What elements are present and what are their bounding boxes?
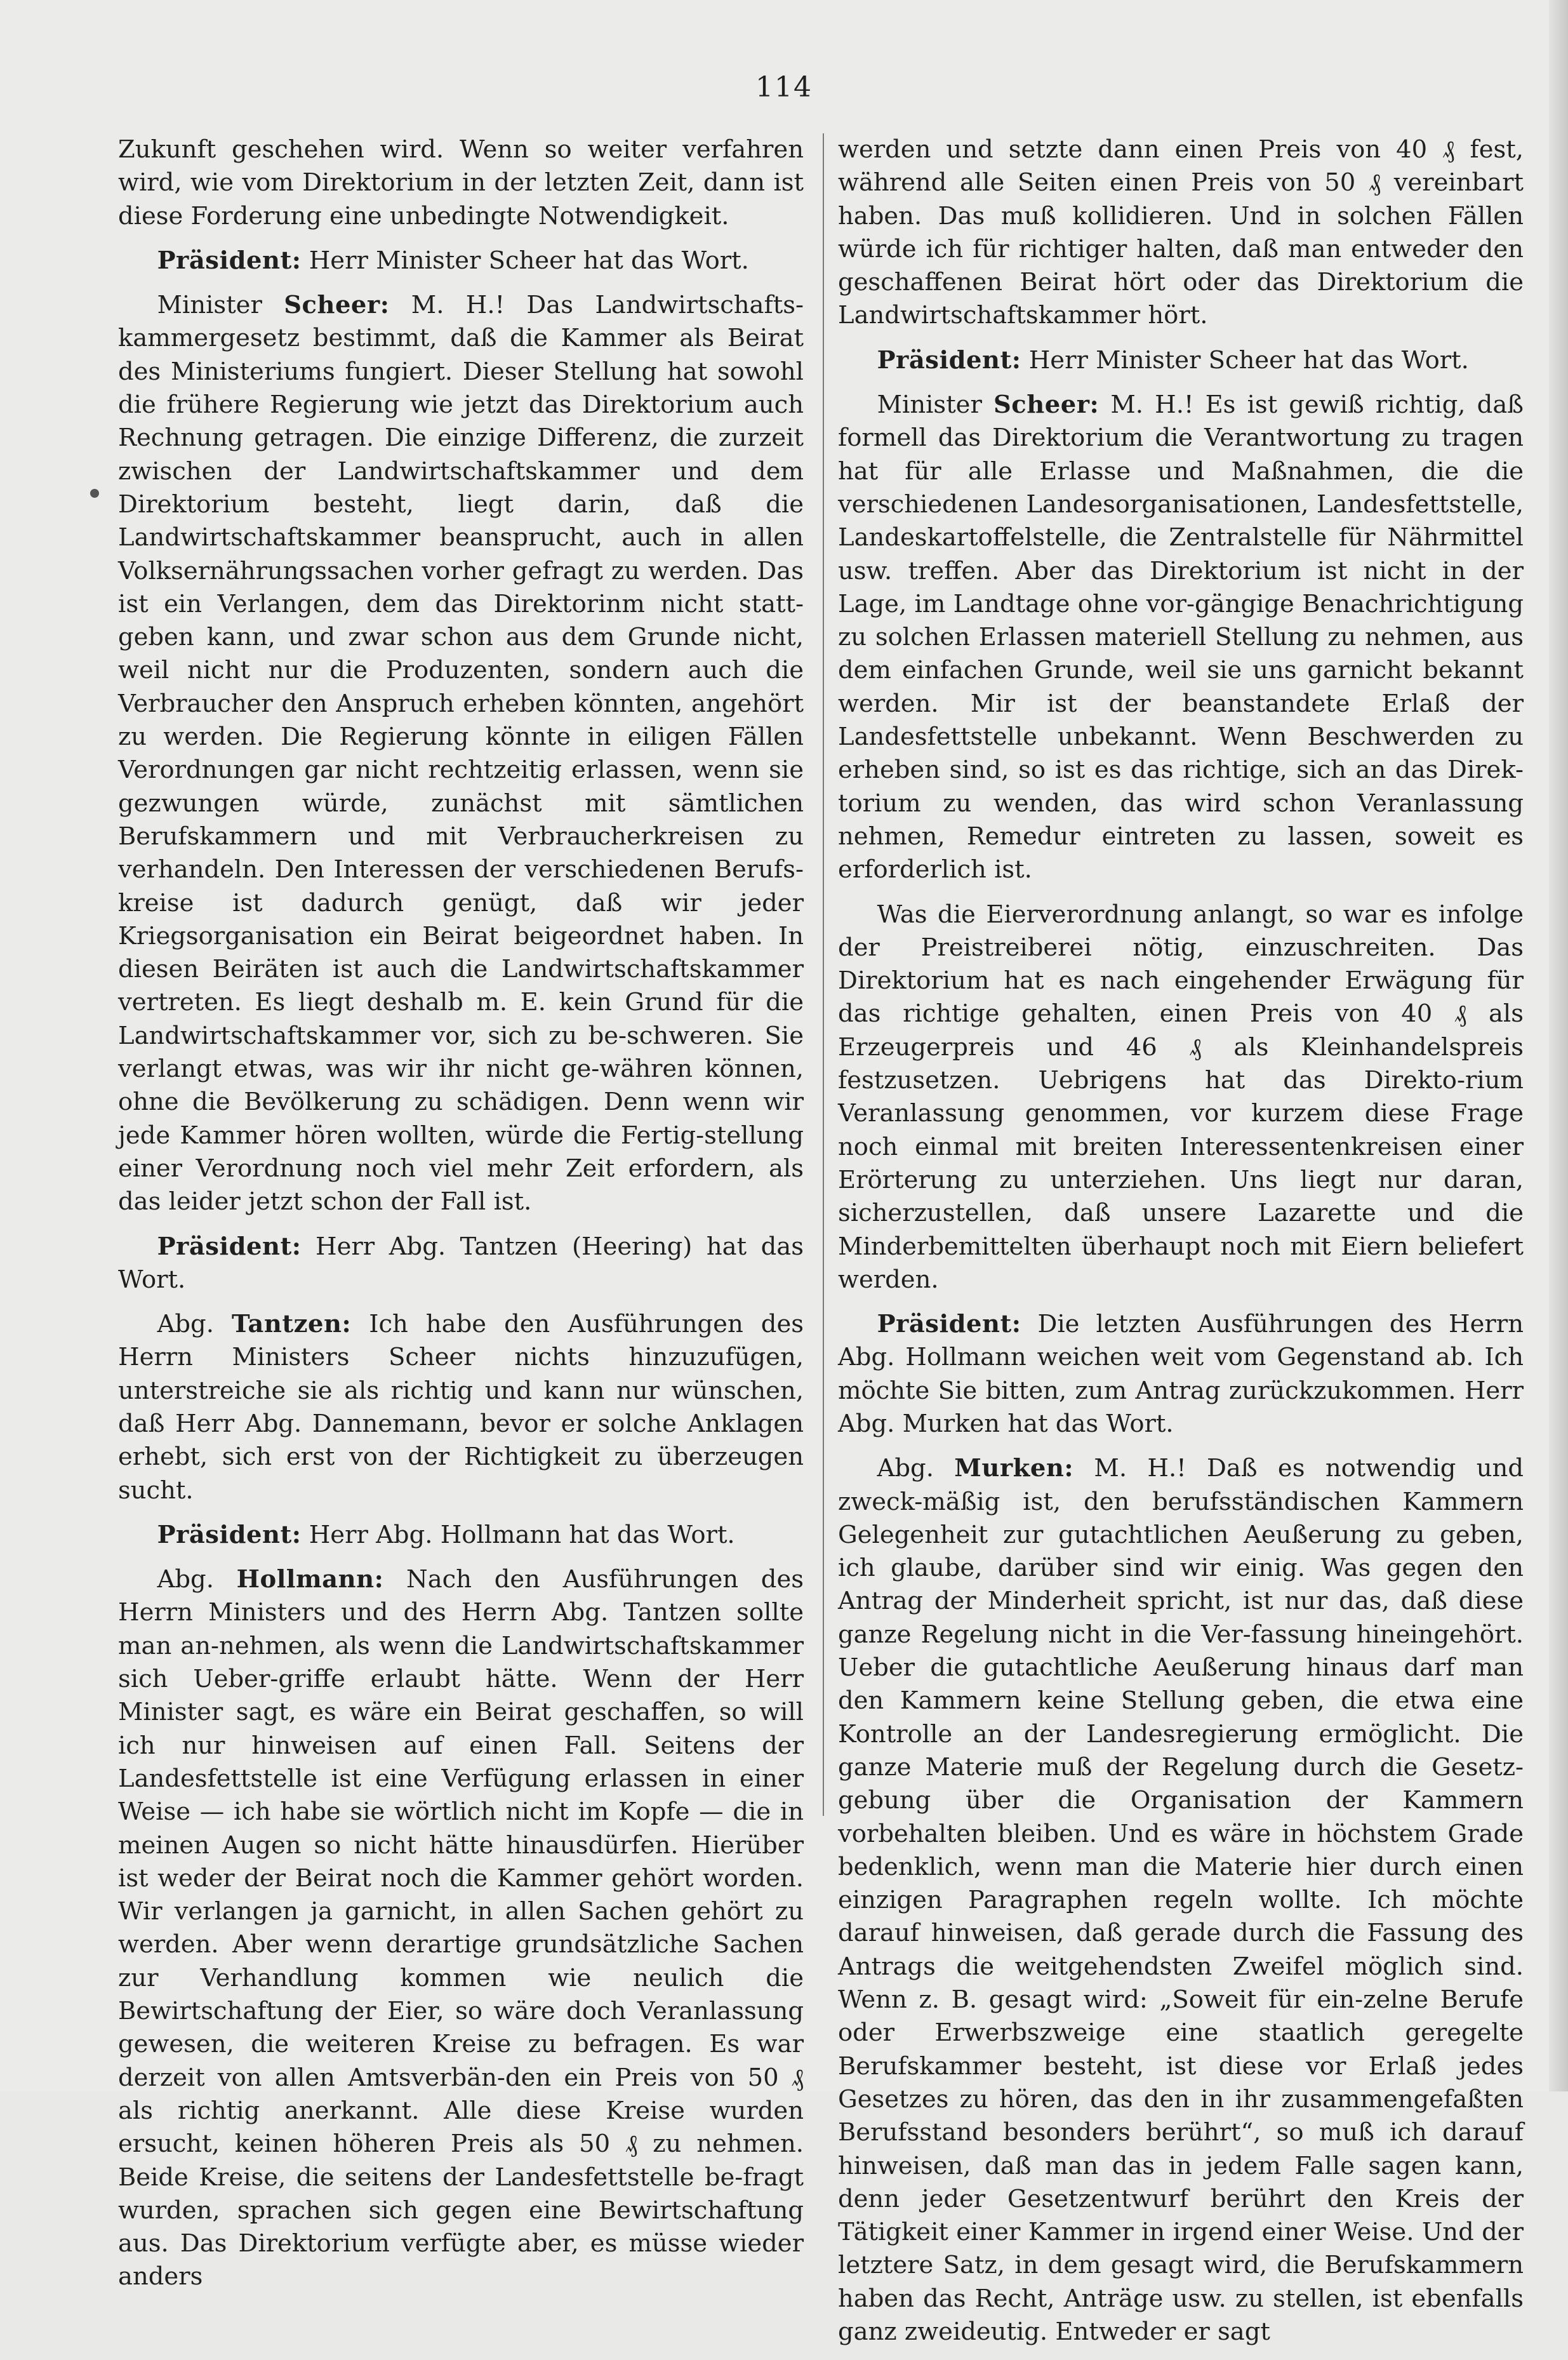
paragraph: [838, 133, 1524, 333]
paragraph: [118, 1230, 804, 1297]
paragraph-text: Ich habe den Ausführungen des Herrn Ministers Scheer nichts hinzuzufügen, unterstreiche sie als richtig und kann nur wünschen, daß Herr Abg. Dannemann, bevor er solche Anklagen erhebt, sich erst von der Richtigkeit zu überzeugen sucht.: [118, 1310, 804, 1505]
margin-mark: [90, 489, 99, 498]
paragraph-text: Herr Abg. Tantzen (Heering) hat das Wort.: [118, 1232, 804, 1294]
paragraph-text: Was die Eierverordnung anlangt, so war es infolge der Preistreiberei nötig, einzuschreiten. Das Direktorium hat es nach eingehender Erwägung für das richtige gehalten, einen Preis von 40 ₰ als Erzeugerpreis und 46 ₰ als Kleinhandelspreis festzusetzen. Uebrigens hat das Direkto-rium Veranlassung genommen, vor kurzem diese Frage noch einmal mit breiten Interessentenkreisen einer Erörterung zu unterziehen. Uns liegt nur daran, sicherzustellen, daß unsere Lazarette und die Minderbemittelten überhaupt noch mit Eiern beliefert werden.: [838, 900, 1524, 1294]
speaker-prefix: Minister: [157, 291, 284, 320]
paragraph-text: Zukunft geschehen wird. Wenn so weiter verfahren wird, wie vom Direktorium in der letzten Zeit, dann ist diese Forderung eine unbedingte Notwendigkeit.: [118, 135, 804, 230]
paragraph: [118, 1519, 804, 1552]
page-edge: [1549, 0, 1568, 2091]
paragraph: [118, 244, 804, 277]
paragraph: [838, 344, 1524, 377]
paragraph: [838, 389, 1524, 886]
left-column: [118, 133, 804, 2305]
paragraph-text: M. H.! Es ist gewiß richtig, daß formell das Direktorium die Verantwortung zu tragen hat für alle Erlasse und Maßnahmen, die die verschiedenen Landesorganisationen, Landesfettstelle, Landeskartoffelstelle, die Zentralstelle für Nährmittel usw. treffen. Aber das Direktorium ist nicht in der Lage, im Landtage ohne vor-gängige Benachrichtigung zu solchen Erlassen materiell Stellung zu nehmen, aus dem einfachen Grunde, weil sie uns garnicht bekannt werden. Mir ist der beanstandete Erlaß der Landesfettstelle unbekannt. Wenn Beschwerden zu erheben sind, so ist es das richtige, sich an das Direk-torium zu wenden, das wird schon Veranlassung nehmen, Remedur eintreten zu lassen, soweit es erforderlich ist.: [838, 390, 1524, 884]
paragraph-text: Herr Abg. Hollmann hat das Wort.: [301, 1520, 735, 1549]
speaker-prefix: Minister: [877, 390, 993, 420]
paragraph-text: Nach den Ausführungen des Herrn Ministers und des Herrn Abg. Tantzen sollte man an-nehmen, als wenn die Landwirtschaftskammer sich Ueber-griffe erlaubt hätte. Wenn der Herr Minister sagt, es wäre ein Beirat geschaffen, so will ich nur hinweisen auf einen Fall. Seitens der Landesfettstelle ist eine Verfügung erlassen in einer Weise — ich habe sie wörtlich nicht im Kopfe — die in meinen Augen so nicht hätte hinausdürfen. Hierüber ist weder der Beirat noch die Kammer gehört worden. Wir verlangen ja garnicht, in allen Sachen gehört zu werden. Aber wenn derartige grundsätzliche Sachen zur Verhandlung kommen wie neulich die Bewirtschaftung der Eier, so wäre doch Veranlassung gewesen, die weiteren Kreise zu befragen. Es war derzeit von allen Amtsverbän-den ein Preis von 50 ₰ als richtig anerkannt. Alle diese Kreise wurden ersucht, keinen höheren Preis als 50 ₰ zu nehmen. Beide Kreise, die seitens der Landesfettstelle be-fragt wurden, sprachen sich gegen eine Bewirtschaftung aus. Das Direktorium verfügte aber, es müsse wieder anders: [118, 1565, 804, 2291]
speaker-prefix: Abg.: [877, 1454, 955, 1483]
paragraph-text: M. H.! Das Landwirtschafts-kammergesetz bestimmt, daß die Kammer als Beirat des Ministeriums fungiert. Dieser Stellung hat sowohl die frühere Regierung wie jetzt das Direktorium auch Rechnung getragen. Die einzige Differenz, die zurzeit zwischen der Landwirtschaftskammer und dem Direktorium besteht, liegt darin, daß die Landwirtschaftskammer beansprucht, auch in allen Volksernährungssachen vorher gefragt zu werden. Das ist ein Verlangen, dem das Direktorinm nicht statt-geben kann, und zwar schon aus dem Grunde nicht, weil nicht nur die Produzenten, sondern auch die Verbraucher den Anspruch erheben könnten, angehört zu werden. Die Regierung könnte in eiligen Fällen Verordnungen gar nicht rechtzeitig erlassen, wenn sie gezwungen würde, zunächst mit sämtlichen Berufskammern und mit Verbraucherkreisen zu verhandeln. Den Interessen der verschiedenen Berufs-kreise ist dadurch genügt, daß wir jeder Kriegsorganisation ein Beirat beigeordnet haben. In diesen Beiräten ist auch die Landwirtschaftskammer vertreten. Es liegt deshalb m. E. kein Grund für die Landwirtschaftskammer vor, sich zu be-schweren. Sie verlangt etwas, was wir ihr nicht ge-währen können, ohne die Bevölkerung zu schädigen. Denn wenn wir jede Kammer hören wollten, würde die Fertig-stellung einer Verordnung noch viel mehr Zeit erfordern, als das leider jetzt schon der Fall ist.: [118, 291, 804, 1217]
paragraph: [838, 898, 1524, 1297]
column-divider: [823, 133, 824, 1816]
paragraph: [118, 1308, 804, 1507]
speaker-label: Präsident:: [157, 1520, 302, 1549]
right-column: [838, 133, 1524, 2360]
speaker-prefix: Abg.: [157, 1565, 237, 1594]
speaker-label: Scheer:: [993, 390, 1100, 420]
page-number: 114: [755, 71, 813, 103]
speaker-prefix: Abg.: [157, 1310, 232, 1339]
speaker-label: Präsident:: [157, 1232, 302, 1261]
speaker-label: Tantzen:: [231, 1310, 352, 1339]
paragraph-text: werden und setzte dann einen Preis von 40 ₰ fest, während alle Seiten einen Preis von 50 ₰ vereinbart haben. Das muß kollidieren. Und in solchen Fällen würde ich für richtiger halten, daß man entweder den geschaffenen Beirat hört oder das Direktorium die Landwirtschaftskammer hört.: [838, 135, 1524, 330]
speaker-label: Präsident:: [877, 1310, 1021, 1339]
paragraph: [118, 1563, 804, 2294]
speaker-label: Scheer:: [284, 291, 390, 320]
speaker-label: Murken:: [954, 1454, 1074, 1483]
paragraph: [118, 289, 804, 1218]
paragraph: [118, 133, 804, 233]
paragraph: [838, 1308, 1524, 1441]
paragraph-text: Herr Minister Scheer hat das Wort.: [301, 246, 749, 275]
speaker-label: Präsident:: [877, 345, 1021, 375]
paragraph-text: Die letzten Ausführungen des Herrn Abg. Hollmann weichen weit vom Gegenstand ab. Ich möchte Sie bitten, zum Antrag zurückzukommen. Herr Abg. Murken hat das Wort.: [838, 1310, 1524, 1438]
speaker-label: Präsident:: [157, 246, 302, 275]
paragraph-text: Herr Minister Scheer hat das Wort.: [1021, 345, 1469, 375]
speaker-label: Hollmann:: [236, 1565, 384, 1594]
paragraph: [838, 1452, 1524, 2349]
paragraph-text: M. H.! Daß es notwendig und zweck-mäßig ist, den berufsständischen Kammern Gelegenheit zur gutachtlichen Aeußerung zu geben, ich glaube, darüber sind wir einig. Was gegen den Antrag der Minderheit spricht, ist nur das, daß diese ganze Regelung nicht in die Ver-fassung hineingehört. Ueber die gutachtliche Aeußerung hinaus darf man den Kammern keine Stellung geben, die etwa eine Kontrolle an der Landesregierung ermöglicht. Die ganze Materie muß der Regelung durch die Gesetz-gebung über die Organisation der Kammern vorbehalten bleiben. Und es wäre in höchstem Grade bedenklich, wenn man die Materie hier durch einen einzigen Paragraphen regeln wollte. Ich möchte darauf hinweisen, daß gerade durch die Fassung des Antrags die weitgehendsten Zweifel möglich sind. Wenn z. B. gesagt wird: „Soweit für ein-zelne Berufe oder Erwerbszweige eine staatlich geregelte Berufskammer besteht, ist diese vor Erlaß jedes Gesetzes zu hören, das den in ihr zusammengefaßten Berufsstand besonders berührt“, so muß ich darauf hinweisen, daß man das in jedem Falle sagen kann, denn jeder Gesetzentwurf berührt den Kreis der Tätigkeit einer Kammer in irgend einer Weise. Und der letztere Satz, in dem gesagt wird, die Berufskammern haben das Recht, Anträge usw. zu stellen, ist ebenfalls ganz zweideutig. Entweder er sagt: [838, 1454, 1524, 2346]
